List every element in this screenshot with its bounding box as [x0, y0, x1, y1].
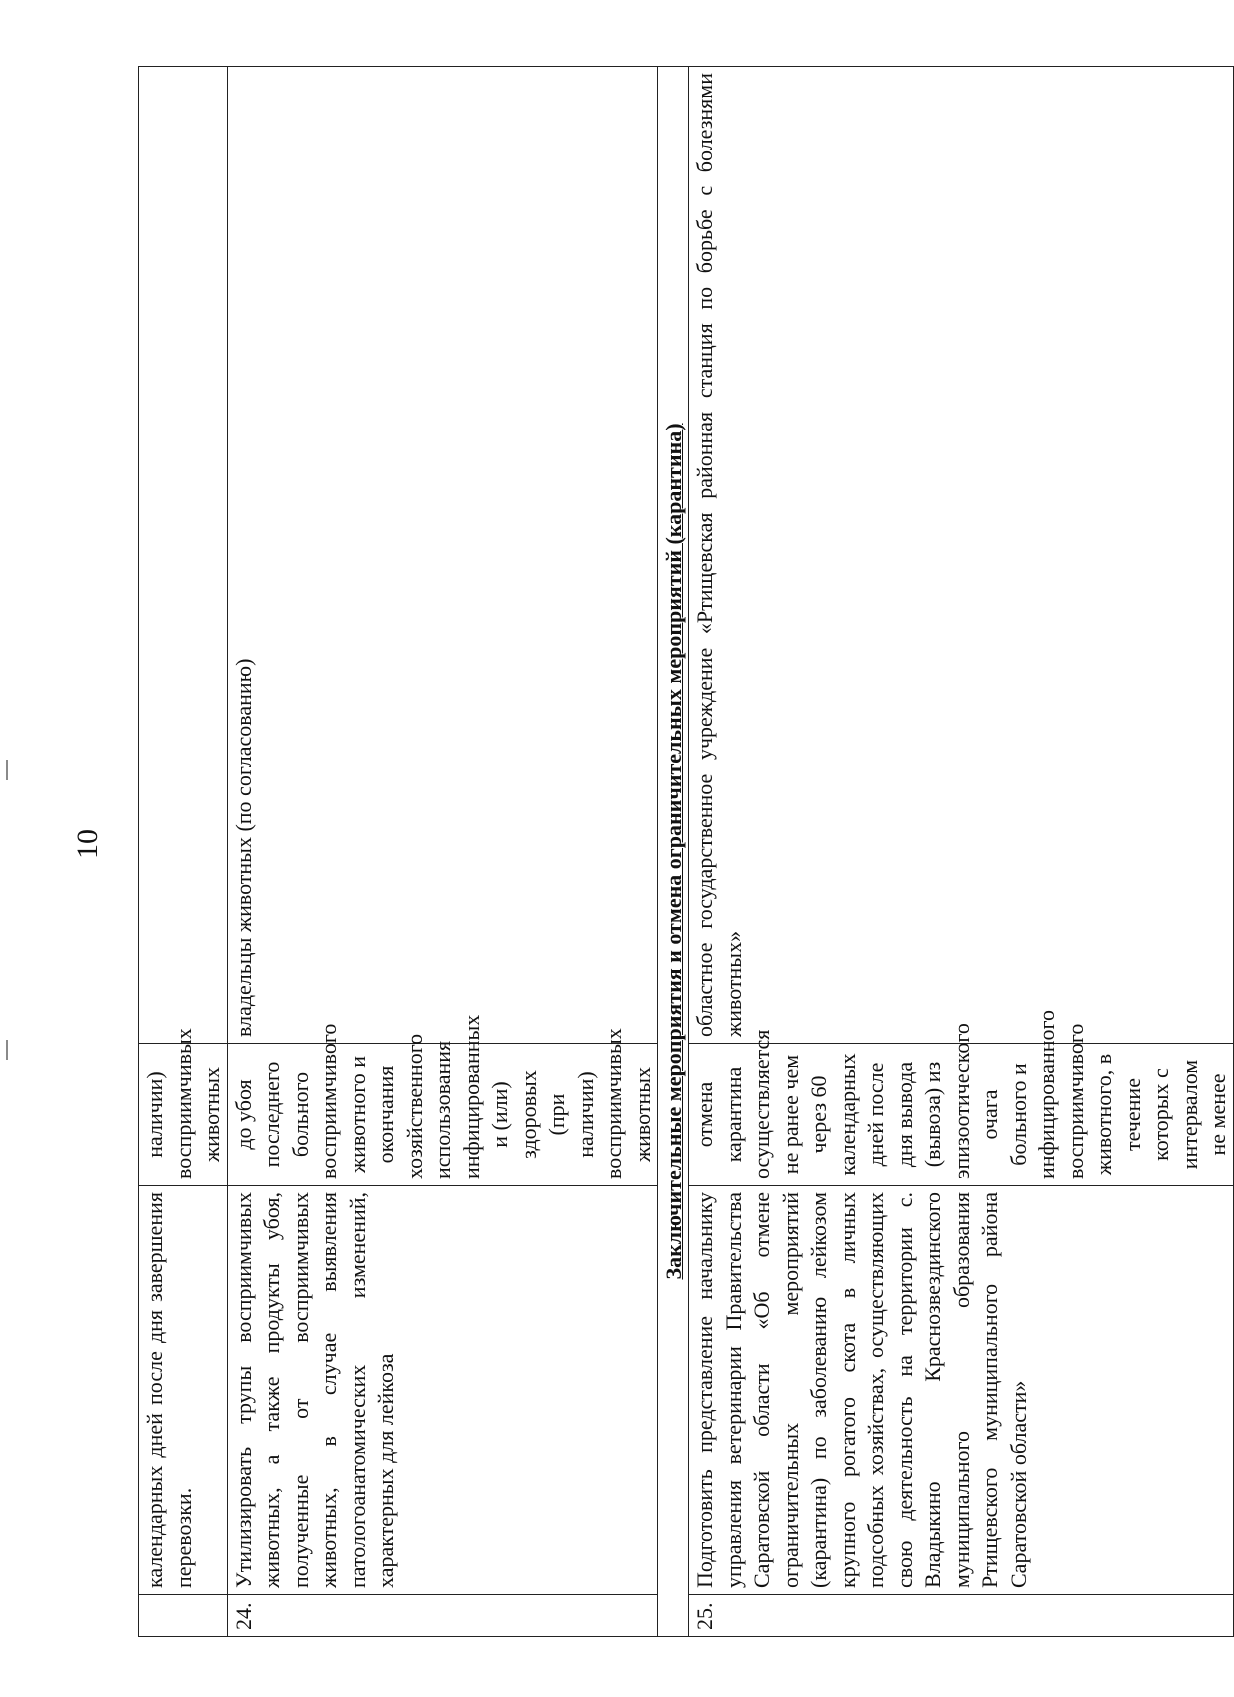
- scan-artifact: [6, 760, 8, 780]
- section-heading: Заключительные мероприятия и отмена ограничительных мероприятий (карантина): [658, 67, 689, 1637]
- responsible-cell: областное государственное учреждение «Ртищевская районная станция по борьбе с болезнями животных»: [689, 67, 1234, 1044]
- responsible-cell: [139, 67, 228, 1044]
- row-number-cell: [139, 1595, 228, 1637]
- row-number-cell: 25.: [689, 1595, 1234, 1637]
- term-cell: наличии) восприимчивых животных: [139, 1044, 228, 1186]
- scan-artifact: [6, 1040, 8, 1060]
- term-cell: отмена карантина осуществляется не ранее чем через 60 календарных дней после дня вывода (вывоза) из эпизоотического очага больного и инфицированного восприимчивого животного, в течение которых с интервалом не менее: [689, 1044, 1234, 1186]
- measures-table: [138, 66, 1234, 1637]
- table-row: [227, 67, 658, 1637]
- section-row: [658, 67, 689, 1637]
- action-cell: Утилизировать трупы восприимчивых животных, а также продукты убоя, полученные от восприимчивых животных, в случае выявления патологоанатомических изменений, характерных для лейкоза: [227, 1186, 658, 1595]
- row-number-cell: 24.: [227, 1595, 658, 1637]
- table-row: [689, 67, 1234, 1637]
- table-row: [139, 67, 228, 1637]
- document-table-frame: [138, 67, 1230, 1637]
- action-cell: Подготовить представление начальнику управления ветеринарии Правительства Саратовской области «Об отмене ограничительных мероприятий (карантина) по заболеванию лейкозом крупного рогатого скота в личных подсобных хозяйствах, осуществляющих свою деятельность на территории с. Владыкино Краснозвездинского муниципального образования Ртищевского муниципального района Саратовской области»: [689, 1186, 1234, 1595]
- term-cell: до убоя последнего больного восприимчивого животного и окончания хозяйственного использования инфицированных и (или) здоровых (при наличии) восприимчивых животных: [227, 1044, 658, 1186]
- action-cell: календарных дней после дня завершения перевозки.: [139, 1186, 228, 1595]
- page-number: 10: [71, 829, 104, 859]
- responsible-cell: владельцы животных (по согласованию): [227, 67, 658, 1044]
